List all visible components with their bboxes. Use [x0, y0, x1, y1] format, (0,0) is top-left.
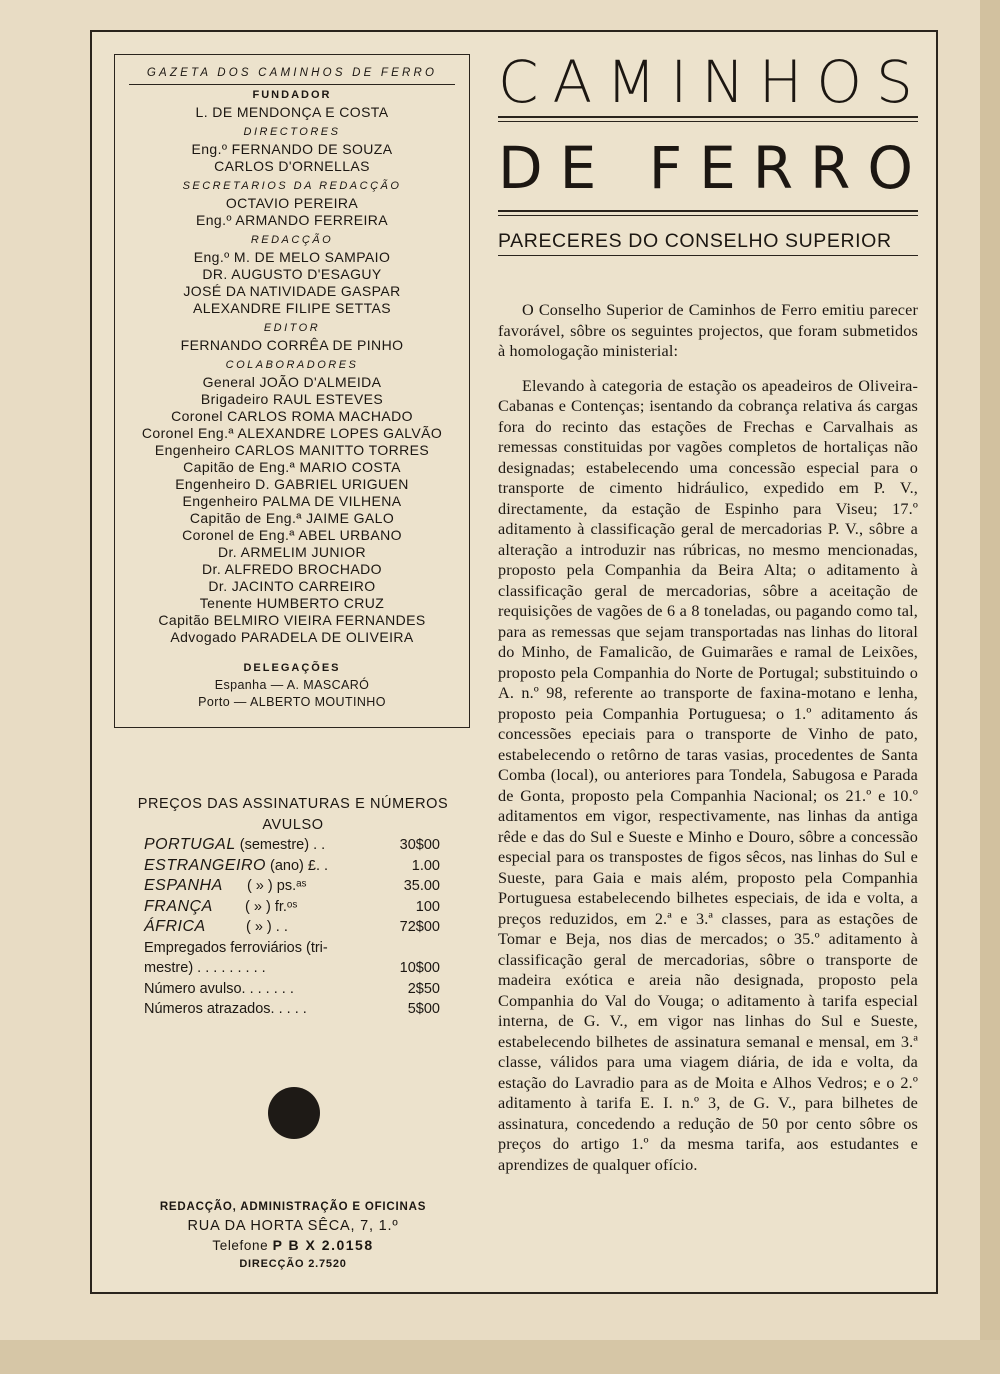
- staff-name: Coronel CARLOS ROMA MACHADO: [171, 408, 413, 424]
- staff-name: Capitão BELMIRO VIEIRA FERNANDES: [158, 612, 426, 628]
- article-body: [498, 300, 918, 1175]
- staff-name: General JOÃO D'ALMEIDA: [202, 374, 382, 390]
- price-country: PORTUGAL: [144, 836, 236, 853]
- staff-name: Eng.º FERNANDO DE SOUZA: [191, 141, 393, 157]
- back-issues-value: 5$00: [407, 1001, 440, 1017]
- staff-name: Dr. JACINTO CARREIRO: [208, 578, 376, 594]
- staff-name: Coronel Eng.ª ALEXANDRE LOPES GALVÃO: [141, 425, 443, 441]
- publication-title-line1: CAMINHOS: [498, 48, 927, 116]
- price-row: [120, 917, 466, 938]
- page-edge-right: [980, 0, 1000, 1374]
- price-country: ESTRANGEIRO: [144, 856, 266, 874]
- staff-name: Eng.º ARMANDO FERREIRA: [195, 212, 389, 228]
- phone-label: Telefone: [212, 1238, 273, 1253]
- price-detail: (ano) £. .: [265, 857, 329, 874]
- article-title: PARECERES DO CONSELHO SUPERIOR: [498, 230, 918, 256]
- staff-name: OCTAVIO PEREIRA: [225, 195, 359, 211]
- ornament-dot: [268, 1087, 320, 1139]
- delegations-heading: DELEGAÇÕES: [243, 662, 341, 674]
- subscription-prices: [120, 794, 466, 1020]
- price-country: ESPANHA: [144, 877, 223, 894]
- publication-title-line2: DE FERRO: [498, 134, 931, 202]
- staff-name: DR. AUGUSTO D'ESAGUY: [202, 266, 382, 282]
- section-heading: SECRETARIOS DA REDACÇÃO: [182, 180, 402, 192]
- staff-name: L. DE MENDONÇA E COSTA: [195, 104, 389, 120]
- section-heading: COLABORADORES: [225, 359, 359, 371]
- price-value: 100: [415, 898, 440, 915]
- single-value: 2$50: [407, 980, 440, 997]
- price-label: [144, 897, 297, 918]
- staff-name: Tenente HUMBERTO CRUZ: [199, 595, 385, 611]
- section-heading: DIRECTORES: [243, 126, 341, 138]
- main-column: [498, 48, 931, 1175]
- price-detail: ( » ) fr.ᵒˢ: [212, 898, 298, 915]
- staff-name: Brigadeiro RAUL ESTEVES: [200, 391, 384, 407]
- employees-value: 10$00: [399, 960, 440, 976]
- staff-name: Capitão de Eng.ª JAIME GALO: [189, 510, 395, 526]
- back-issues-label: Números atrazados. . . . .: [144, 1001, 307, 1017]
- single-label: Número avulso. . . . . . .: [144, 980, 294, 997]
- staff-name: Engenheiro CARLOS MANITTO TORRES: [154, 442, 430, 458]
- price-row-employees: [120, 958, 466, 979]
- price-country: ÁFRICA: [144, 918, 206, 935]
- price-value: 1.00: [411, 857, 440, 874]
- price-row: [120, 876, 466, 897]
- title-rule: [498, 116, 918, 118]
- delegation-porto: Porto — ALBERTO MOUTINHO: [198, 695, 386, 709]
- masthead-box: [114, 54, 470, 728]
- price-row-back-issues: [120, 999, 466, 1020]
- price-value: 72$00: [399, 919, 440, 935]
- title-rule-bottom: [498, 210, 918, 212]
- staff-list: [115, 87, 469, 646]
- article-paragraph-intro: O Conselho Superior de Caminhos de Ferro emitiu parecer favorável, sôbre os seguintes projectos, que foram submetidos à homologação ministerial:: [498, 301, 918, 360]
- staff-name: Coronel de Eng.ª ABEL URBANO: [182, 527, 402, 543]
- staff-name: Capitão de Eng.ª MARIO COSTA: [183, 459, 401, 475]
- price-detail: ( » ) . .: [205, 919, 288, 935]
- price-row: [120, 897, 466, 918]
- prices-heading: PREÇOS DAS ASSINATURAS E NÚMEROS: [137, 796, 449, 812]
- price-value: 30$00: [399, 837, 440, 853]
- title-rule-bottom-thin: [498, 215, 918, 216]
- price-row: [120, 856, 466, 877]
- staff-name: FERNANDO CORRÊA DE PINHO: [180, 337, 404, 353]
- prices-heading-2: AVULSO: [262, 816, 324, 833]
- admin-heading: REDACÇÃO, ADMINISTRAÇÃO E OFICINAS: [159, 1201, 427, 1213]
- article-paragraph-main: Elevando à categoria de estação os apeadeiros de Oliveira-Cabanas e Contenças; isentando da cobrança relativa ás cargas fora do recinto das estações de Frechas e Carvalhais as remessas constituidas por vagões completos de hortaliças não designadas; estabelecendo uma concessão especial para o transporte de cimento hidráulico, expedido em P. V., directamente, da estação de Espinho para Viseu; 17.º aditamento à classificação geral de mercadorias P. V., sôbre a alteração a introduzir nas rúbricas, no mesmo mencionadas, proposto pela Companhia da Beira Alta; o aditamento à classificação geral de mercadorias, sôbre a aceitação de requisições de vagões de 6 a 8 toneladas, ou pagando como tal, para as remessas que sejam transportadas nas linhas do litoral do Minho, de Famalicão, de Guimarães e ramal de Leixões, proposto pela Companhia do Norte de Portugal; substituindo o A. n.º 98, referente ao transporte de faxina-motano e lenha, proposto peia Companhia Portuguesa; o 1.º aditamento ás concessões epeciais para o transporte de Vinho de pato, estabelecendo o retôrno de taras vasias, procedentes de Santa Comba (local), ou anteriores para Tondela, Sabugosa e Parada de Gonta, proposto pela Companhia Nacional; os 21.º e 10.º aditamentos em vigor, respectivamente, nas linhas da antiga rêde e das do Sul e Sueste e Minho e Douro, sôbre a concessão especial para os transpostes de figos sêcos, nas linhas do Sul e Sueste, para Gaia e mais além, proposto pela Companhia Portuguesa estabelecendo bilhetes especiais, de ida e volta, a preços reduzidos, em 2.ª e 3.ª classes, para as estações de Tomar e Beja, nos dias de mercados; o 35.º aditamento à classificação geral de mercadorias, sôbre o transporte de madeira exótica e areia não designada, proposto pela Companhia do Val do Vouga; o aditamento à tarifa especial interna, de G. V., em vigor nas linhas do Sul e Sueste, estabelecendo bilhetes de assinatura semanal e mensal, em 3.ª classe, válidos para uma viagem diária, de ida e volta, da estação do Lavradio para as de Moita e Alhos Vedros; e o 2.º aditamento à tarifa E. I. n.º 3, de G. V., para bilhetes de assinatura, concedendo a redução de 50 por cento sôbre os preços do artigo 1.º da mesma tarifa, aos estudantes e aprendizes de qualquer ofício.: [498, 376, 918, 1174]
- price-rows: [120, 835, 466, 938]
- staff-name: CARLOS D'ORNELLAS: [214, 158, 370, 174]
- page-edge-bottom: [0, 1340, 1000, 1374]
- staff-name: Advogado PARADELA DE OLIVEIRA: [170, 629, 414, 645]
- price-row: [120, 835, 466, 856]
- price-value: 35.00: [403, 878, 440, 894]
- admin-phone: [120, 1236, 466, 1255]
- staff-name: JOSÉ DA NATIVIDADE GASPAR: [183, 283, 401, 299]
- staff-name: Engenheiro PALMA DE VILHENA: [182, 493, 402, 509]
- price-label: [144, 876, 306, 897]
- gazette-title: GAZETA DOS CAMINHOS DE FERRO: [129, 65, 455, 85]
- delegation-spain: Espanha — A. MASCARÓ: [214, 678, 370, 692]
- section-heading: FUNDADOR: [252, 89, 332, 101]
- price-label: [144, 917, 288, 938]
- section-heading: EDITOR: [263, 322, 321, 334]
- price-detail: (semestre) . .: [235, 837, 326, 853]
- price-label: [144, 856, 328, 877]
- staff-name: ALEXANDRE FILIPE SETTAS: [193, 300, 391, 316]
- staff-name: Dr. ALFREDO BROCHADO: [202, 561, 382, 577]
- admin-street: RUA DA HORTA SÊCA, 7, 1.º: [187, 1218, 399, 1234]
- employees-label-2: mestre) . . . . . . . . .: [144, 960, 266, 976]
- phone-value: P B X 2.0158: [272, 1237, 374, 1253]
- admin-address: [120, 1198, 466, 1274]
- price-row-single: [120, 979, 466, 1000]
- staff-name: Eng.º M. DE MELO SAMPAIO: [193, 249, 391, 265]
- staff-name: Dr. ARMELIM JUNIOR: [218, 544, 366, 560]
- employees-label: Empregados ferroviários (tri-: [144, 939, 328, 956]
- price-label: [144, 835, 325, 856]
- section-heading: REDACÇÃO: [250, 234, 334, 246]
- admin-direction: DIRECÇÃO 2.7520: [239, 1258, 347, 1270]
- price-detail: ( » ) ps.ᵃˢ: [222, 878, 307, 894]
- price-country: FRANÇA: [144, 897, 213, 915]
- staff-name: Engenheiro D. GABRIEL URIGUEN: [175, 476, 409, 492]
